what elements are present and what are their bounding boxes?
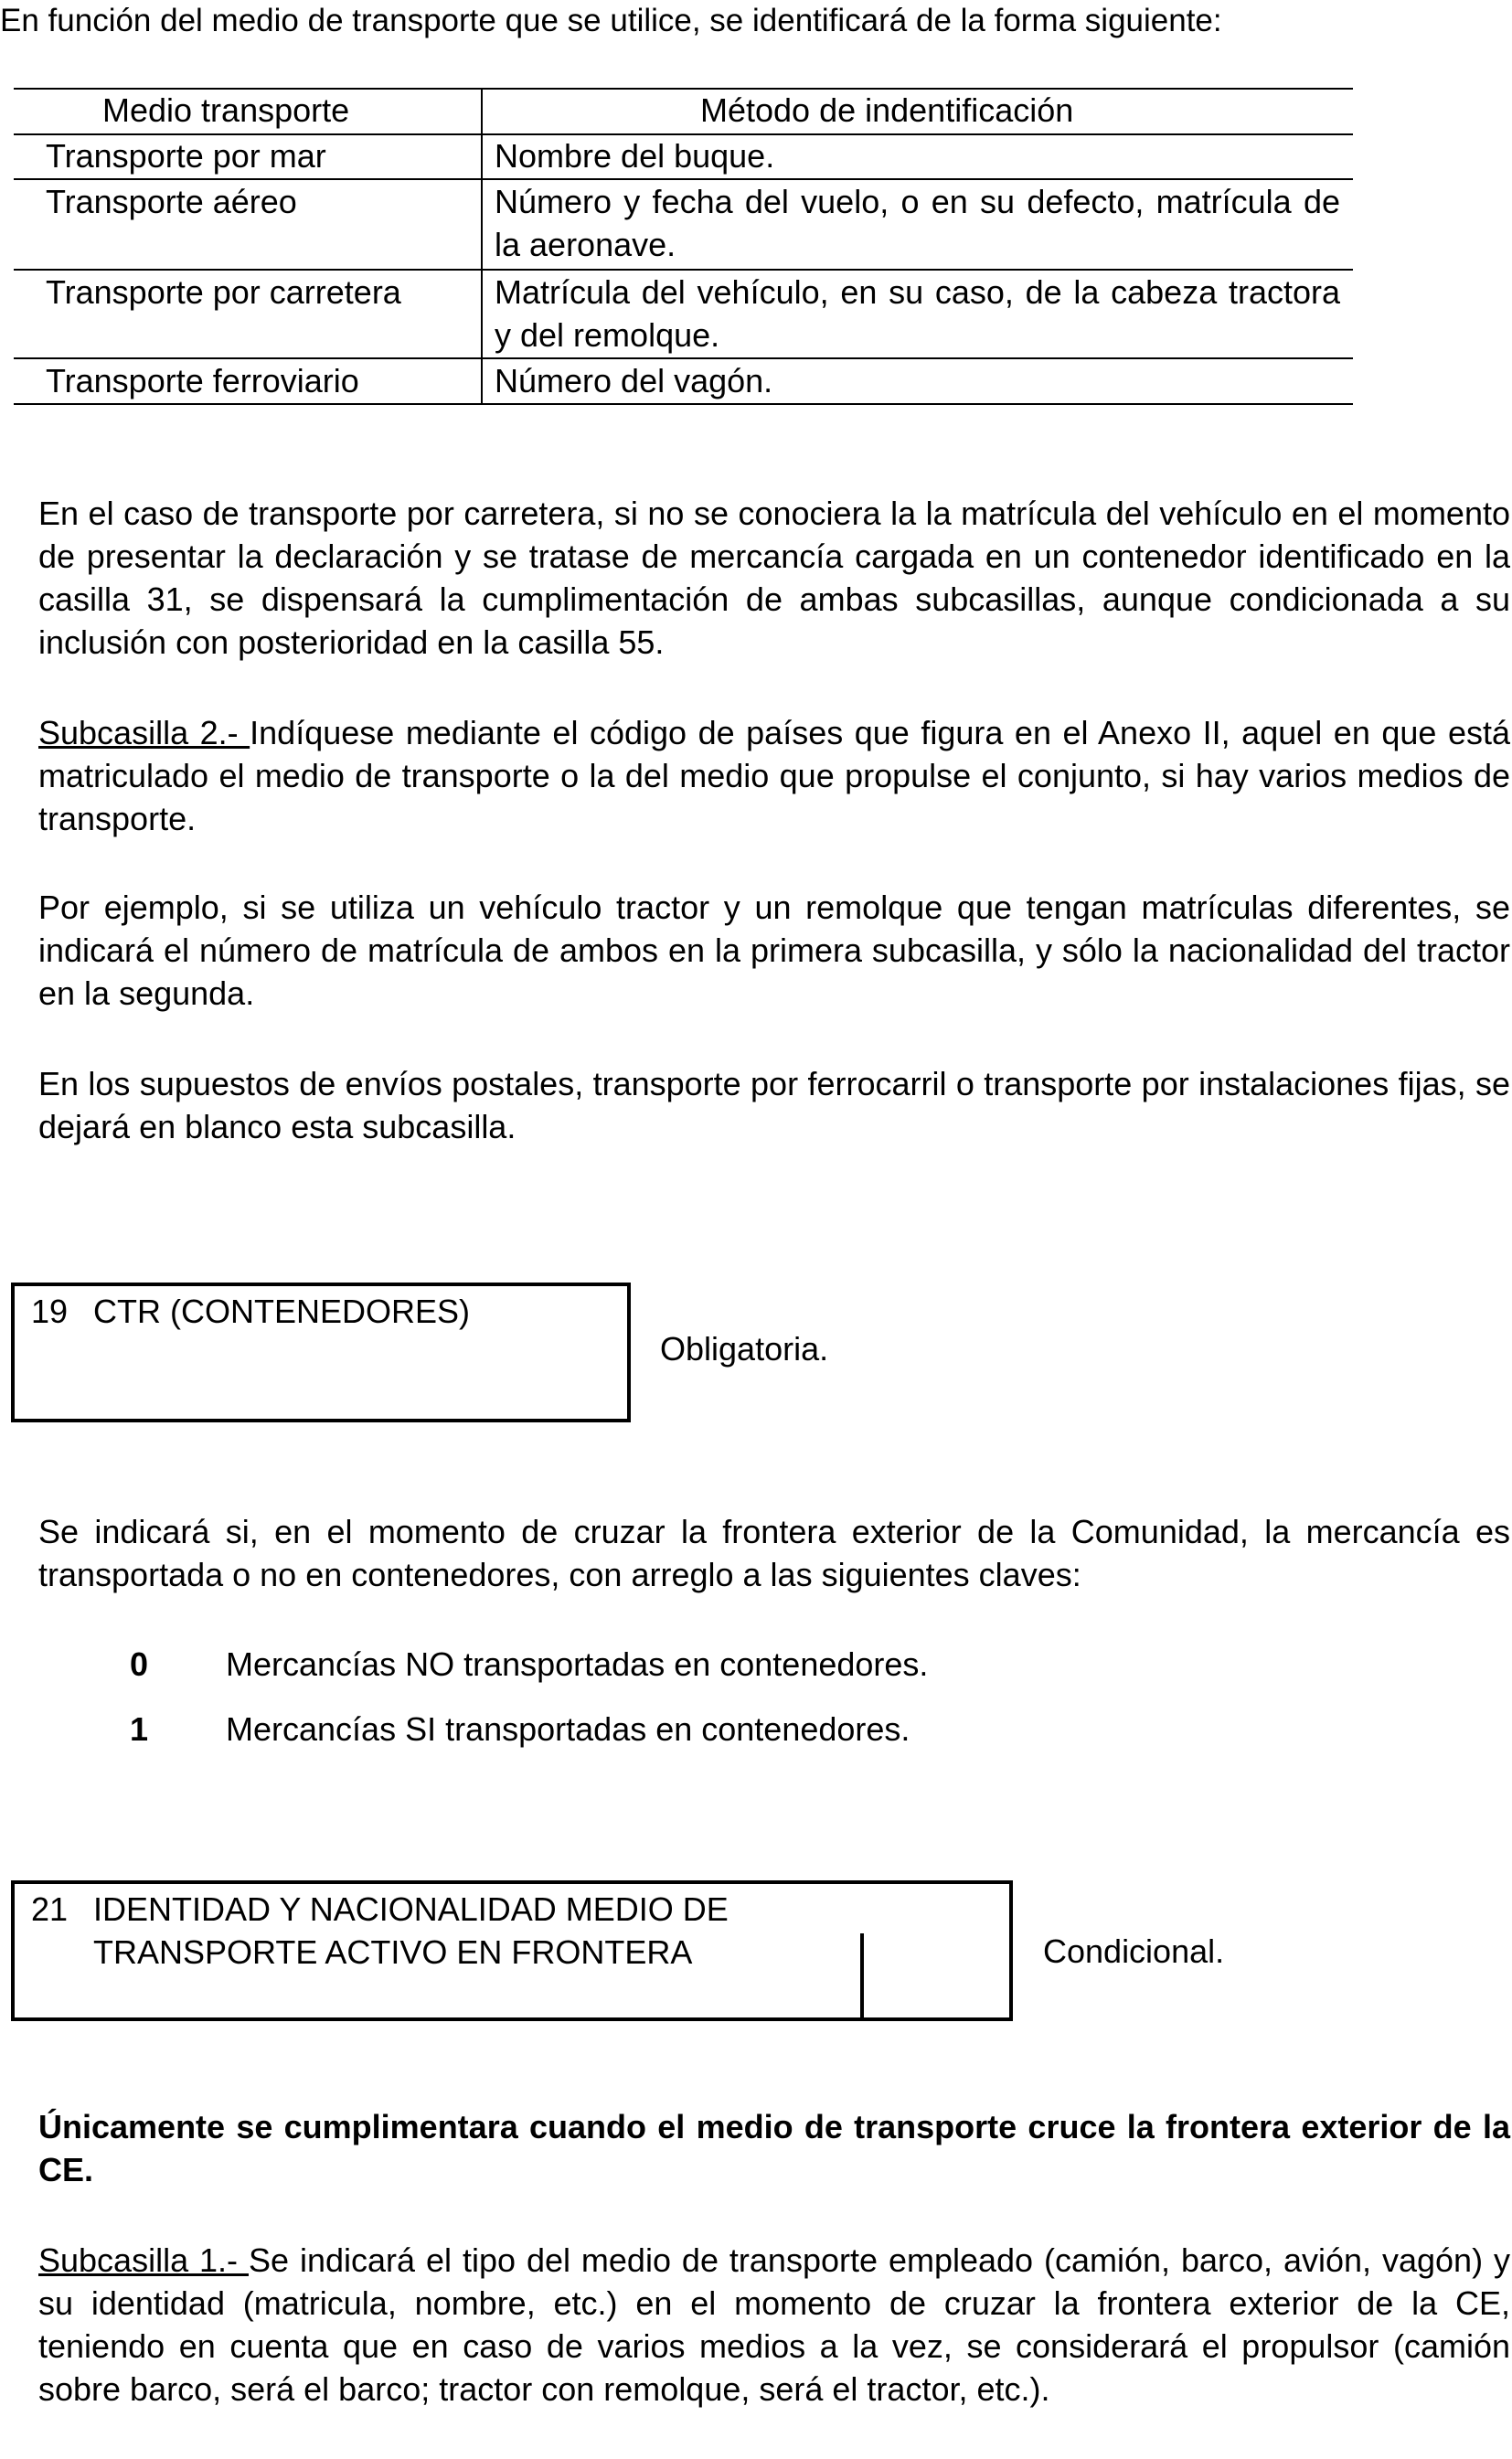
box-19-number: 19 bbox=[31, 1293, 69, 1330]
code-description: Mercancías NO transportadas en contenedores. bbox=[226, 1645, 929, 1683]
table-column-divider bbox=[481, 88, 483, 405]
header-medio-transporte: Medio transporte bbox=[102, 91, 350, 129]
paragraph-supuestos: En los supuestos de envíos postales, transporte por ferrocarril o transporte por instalaciones fijas, se dejará en blanco esta subcasilla. bbox=[38, 1065, 1510, 1145]
box-19 bbox=[11, 1283, 631, 1422]
code-value: 1 bbox=[130, 1710, 149, 1748]
intro-text: En función del medio de transporte que se utilice, se identificará de la forma siguiente: bbox=[0, 3, 1222, 38]
paragraph-subcasilla-1 bbox=[38, 2239, 1510, 2411]
table-row-metodo: Nombre del buque. bbox=[495, 137, 775, 175]
subcasilla-2-label: Subcasilla 2.- bbox=[38, 714, 250, 751]
paragraph-unicamente: Únicamente se cumplimentara cuando el medio de transporte cruce la frontera exterior de la CE. bbox=[38, 2108, 1510, 2188]
table-row-medio: Transporte ferroviario bbox=[46, 362, 359, 399]
paragraph-contenedores: Se indicará si, en el momento de cruzar la frontera exterior de la Comunidad, la mercancía es transportada o no en contenedores, con arreglo a las siguientes claves: bbox=[38, 1513, 1510, 1593]
box-21-number: 21 bbox=[31, 1890, 69, 1928]
table-row-metodo: Número y fecha del vuelo, o en su defecto, matrícula de la aeronave. bbox=[495, 183, 1340, 263]
table-row-metodo: Número del vagón. bbox=[495, 362, 773, 399]
table-row-medio: Transporte aéreo bbox=[46, 183, 297, 220]
box-19-title: CTR (CONTENEDORES) bbox=[93, 1293, 470, 1330]
code-description: Mercancías SI transportadas en contenedores. bbox=[226, 1710, 910, 1748]
box-21-status: Condicional. bbox=[1043, 1932, 1225, 1970]
paragraph-ejemplo: Por ejemplo, si se utiliza un vehículo tractor y un remolque que tengan matrículas diferentes, se indicará el número de matrícula de ambos en la primera subcasilla, y sólo la nacionalidad del tractor en la segunda. bbox=[38, 889, 1510, 1012]
paragraph-carretera: En el caso de transporte por carretera, si no se conociera la la matrícula del vehículo en el momento de presentar la declaración y se tratase de mercancía cargada en un contenedor identificado en la casilla 31, se dispensará la cumplimentación de ambas subcasillas, aunque condicionada a su inclusión con posterioridad en la casilla 55. bbox=[38, 495, 1510, 661]
subcasilla-1-label: Subcasilla 1.- bbox=[38, 2241, 249, 2279]
box-21-title-line1: IDENTIDAD Y NACIONALIDAD MEDIO DE bbox=[93, 1890, 729, 1928]
box-19-status: Obligatoria. bbox=[660, 1330, 829, 1368]
paragraph-subcasilla-2 bbox=[38, 711, 1510, 840]
subcasilla-2-text: Indíquese mediante el código de países que figura en el Anexo II, aquel en que está matriculado el medio de transporte o la del medio que propulse el conjunto, si hay varios medios de transporte. bbox=[38, 714, 1510, 837]
header-metodo-identificacion: Método de indentificación bbox=[700, 91, 1074, 129]
table-row-medio: Transporte por mar bbox=[46, 137, 326, 175]
box-21 bbox=[11, 1880, 1013, 2021]
table-bottom-rule bbox=[14, 403, 1353, 405]
table-row-metodo: Matrícula del vehículo, en su caso, de la cabeza tractora y del remolque. bbox=[495, 273, 1340, 354]
table-row-medio: Transporte por carretera bbox=[46, 273, 401, 311]
subcasilla-1-text: Se indicará el tipo del medio de transporte empleado (camión, barco, avión, vagón) y su identidad (matricula, nombre, etc.) en el momento de cruzar la frontera exterior de la CE, teniendo en cuenta que en caso de varios medios a la vez, se considerará el propulsor (camión sobre barco, será el barco; tractor con remolque, será el tractor, etc.). bbox=[38, 2241, 1511, 2408]
code-value: 0 bbox=[130, 1645, 149, 1683]
box-21-subfield-divider bbox=[860, 1933, 864, 2017]
box-21-title-line2: TRANSPORTE ACTIVO EN FRONTERA bbox=[93, 1933, 693, 1971]
